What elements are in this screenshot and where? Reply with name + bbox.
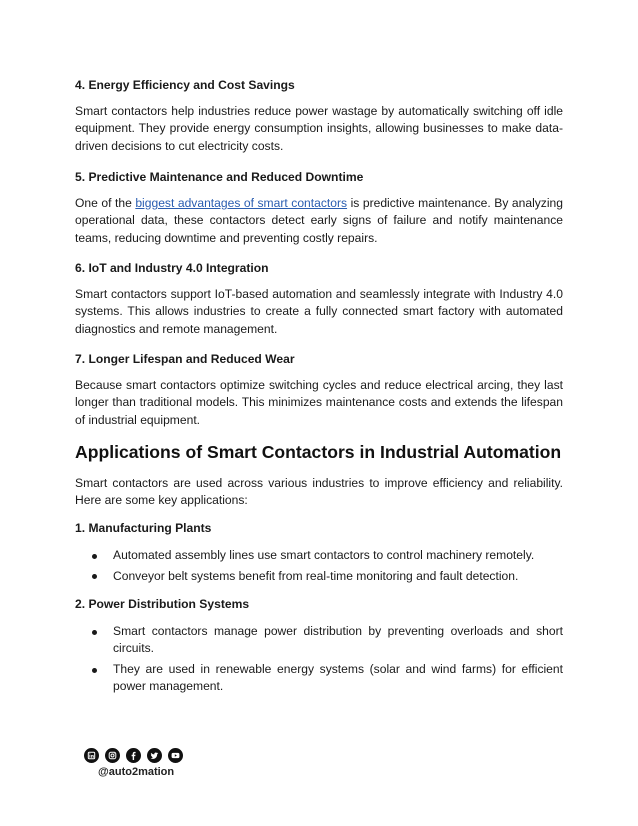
group-heading-manufacturing: 1. Manufacturing Plants: [75, 521, 212, 535]
section-body-iot-integration: Smart contactors support IoT-based automation and seamlessly integrate with Industry 4.0 systems. This allows industries to create a fully connected smart factory with automated diagnostics and remote management.: [75, 287, 563, 336]
list-item: [75, 661, 563, 696]
twitter-icon[interactable]: [147, 748, 162, 763]
power-distribution-list: [75, 623, 563, 699]
manufacturing-list: [75, 547, 563, 589]
section-heading-predictive-maintenance: 5. Predictive Maintenance and Reduced Downtime: [75, 170, 364, 184]
list-item-text: Smart contactors manage power distribution by preventing overloads and short circuits.: [113, 624, 563, 656]
linkedin-icon[interactable]: [84, 748, 99, 763]
list-item: [75, 568, 563, 585]
section-body-energy-efficiency: Smart contactors help industries reduce power wastage by automatically switching off idle equipment. They provide energy consumption insights, allowing businesses to make data-driven decisions to cut electricity costs.: [75, 104, 563, 153]
bullet-dot: [92, 574, 97, 579]
advantages-link[interactable]: biggest advantages of smart contactors: [135, 196, 348, 210]
facebook-icon[interactable]: [126, 748, 141, 763]
bullet-dot: [92, 668, 97, 673]
instagram-icon[interactable]: [105, 748, 120, 763]
social-footer: [84, 748, 204, 784]
body-suffix: is predictive maintenance. By analyzing operational data, these contactors detect early signs of failure and notify maintenance teams, reducing downtime and preventing costly repairs.: [75, 196, 563, 245]
group-heading-power-distribution: 2. Power Distribution Systems: [75, 597, 250, 611]
list-item-text: Automated assembly lines use smart contactors to control machinery remotely.: [113, 548, 535, 562]
list-item-text: They are used in renewable energy systems (solar and wind farms) for efficient power management.: [113, 662, 563, 694]
list-item: [75, 623, 563, 658]
bullet-dot: [92, 630, 97, 635]
section-body-predictive-maintenance: [75, 195, 563, 247]
list-item-text: Conveyor belt systems benefit from real-time monitoring and fault detection.: [113, 568, 519, 583]
youtube-icon[interactable]: [168, 748, 183, 763]
applications-title: Applications of Smart Contactors in Industrial Automation: [75, 442, 562, 462]
bullet-dot: [92, 554, 97, 559]
section-body-longer-lifespan: Because smart contactors optimize switching cycles and reduce electrical arcing, they last longer than traditional models. This minimizes maintenance costs and extends the lifespan of industrial equipment.: [75, 378, 563, 427]
section-heading-longer-lifespan: 7. Longer Lifespan and Reduced Wear: [75, 352, 295, 366]
list-item: [75, 547, 563, 564]
section-heading-energy-efficiency: 4. Energy Efficiency and Cost Savings: [75, 78, 295, 92]
body-prefix: One of the: [75, 196, 136, 210]
applications-intro: Smart contactors are used across various industries to improve efficiency and reliability. Here are some key applications:: [75, 476, 563, 508]
section-heading-iot-integration: 6. IoT and Industry 4.0 Integration: [75, 261, 269, 275]
social-handle: @auto2mation: [98, 766, 175, 778]
